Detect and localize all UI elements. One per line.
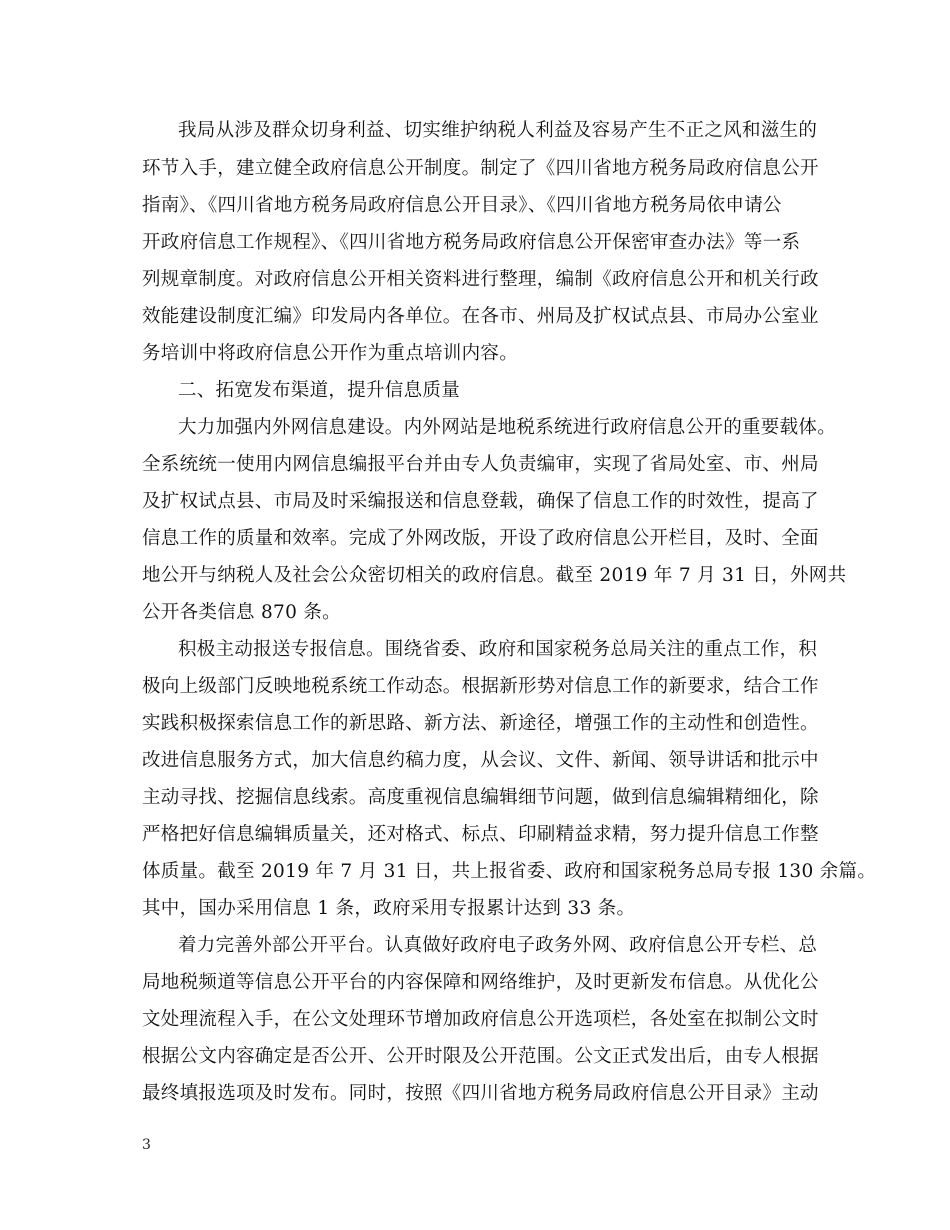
paragraph-line: 体质量。截至 2019 年 7 月 31 日，共上报省委、政府和国家税务总局专报 130 余篇。	[142, 861, 877, 882]
paragraph-line: 环节入手，建立健全政府信息公开制度。制定了《四川省地方税务局政府信息公开	[142, 158, 819, 179]
paragraph-line: 大力加强内外网信息建设。内外网站是地税系统进行政府信息公开的重要载体。	[178, 417, 837, 438]
paragraph-line: 改进信息服务方式，加大信息约稿力度，从会议、文件、新闻、领导讲话和批示中	[142, 750, 819, 771]
paragraph-line: 着力完善外部公开平台。认真做好政府电子政务外网、政府信息公开专栏、总	[178, 935, 818, 956]
paragraph-line: 其中，国办采用信息 1 条，政府采用专报累计达到 33 条。	[142, 898, 636, 919]
paragraph-line: 局地税频道等信息公开平台的内容保障和网络维护，及时更新发布信息。从优化公	[142, 972, 819, 993]
paragraph-line: 全系统统一使用内网信息编报平台并由专人负责编审，实现了省局处室、市、州局	[142, 454, 819, 475]
paragraph-line: 最终填报选项及时发布。同时，按照《四川省地方税务局政府信息公开目录》主动	[142, 1083, 819, 1104]
paragraph-line: 我局从涉及群众切身利益、切实维护纳税人利益及容易产生不正之风和滋生的	[178, 120, 818, 141]
paragraph-line: 效能建设制度汇编》印发局内各单位。在各市、州局及扩权试点县、市局办公室业	[142, 306, 819, 327]
paragraph-line: 务培训中将政府信息公开作为重点培训内容。	[142, 343, 519, 364]
paragraph-line: 信息工作的质量和效率。完成了外网改版，开设了政府信息公开栏目，及时、全面	[142, 528, 819, 549]
paragraph-line: 严格把好信息编辑质量关，还对格式、标点、印刷精益求精，努力提升信息工作整	[142, 824, 819, 845]
paragraph-line: 指南》、《四川省地方税务局政府信息公开目录》、《四川省地方税务局依申请公	[142, 195, 782, 216]
paragraph-line: 开政府信息工作规程》、《四川省地方税务局政府信息公开保密审查办法》等一系	[142, 232, 801, 253]
paragraph-line: 实践积极探索信息工作的新思路、新方法、新途径，增强工作的主动性和创造性。	[142, 713, 819, 734]
page-number: 3	[142, 1137, 151, 1153]
paragraph-line: 根据公文内容确定是否公开、公开时限及公开范围。公文正式发出后，由专人根据	[142, 1046, 819, 1067]
paragraph-line: 文处理流程入手，在公文处理环节增加政府信息公开选项栏，各处室在拟制公文时	[142, 1009, 819, 1030]
section-heading: 二、拓宽发布渠道，提升信息质量	[178, 380, 461, 401]
paragraph-line: 地公开与纳税人及社会公众密切相关的政府信息。截至 2019 年 7 月 31 日，外网共	[142, 565, 847, 586]
paragraph-line: 积极主动报送专报信息。围绕省委、政府和国家税务总局关注的重点工作，积	[178, 639, 818, 660]
paragraph-line: 列规章制度。对政府信息公开相关资料进行整理，编制《政府信息公开和机关行政	[142, 269, 819, 290]
paragraph-line: 公开各类信息 870 条。	[142, 602, 341, 623]
paragraph-line: 及扩权试点县、市局及时采编报送和信息登载，确保了信息工作的时效性，提高了	[142, 491, 819, 512]
paragraph-line: 主动寻找、挖掘信息线索。高度重视信息编辑细节问题，做到信息编辑精细化，除	[142, 787, 819, 808]
paragraph-line: 极向上级部门反映地税系统工作动态。根据新形势对信息工作的新要求，结合工作	[142, 676, 819, 697]
